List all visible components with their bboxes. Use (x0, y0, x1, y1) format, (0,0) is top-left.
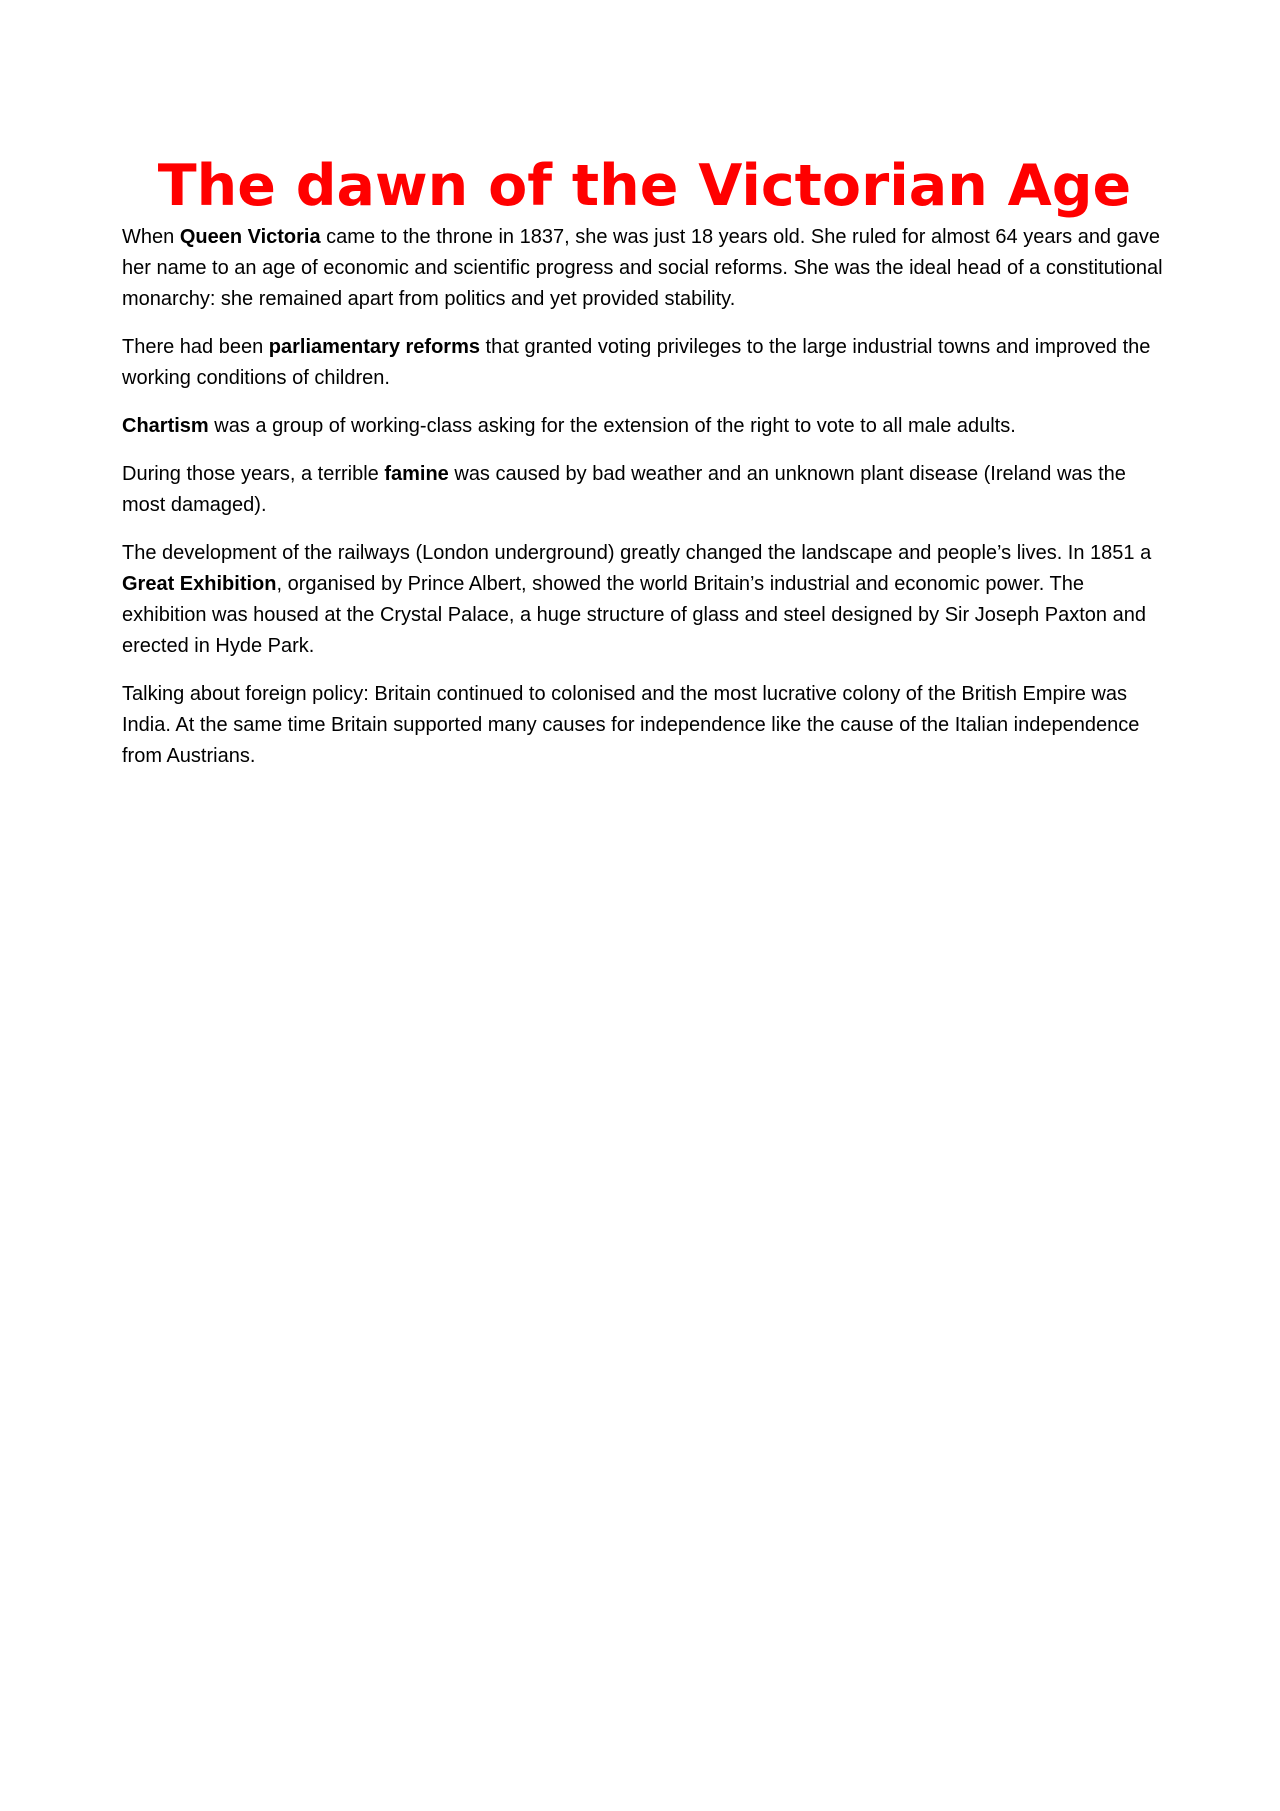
paragraph-text: During those years, a terrible (122, 463, 385, 485)
keyword-chartism: Chartism (122, 415, 209, 437)
paragraph-great-exhibition (122, 538, 1167, 662)
paragraph-foreign-policy (122, 679, 1167, 772)
keyword-queen-victoria: Queen Victoria (179, 226, 321, 248)
keyword-famine: famine (384, 463, 449, 485)
paragraph-text: was a group of working-class asking for the extension of the right to vote to all male adults. (208, 415, 1016, 437)
document-page (122, 150, 1167, 789)
keyword-parliamentary-reforms: parliamentary reforms (268, 336, 480, 358)
paragraph-famine (122, 459, 1167, 521)
paragraph-queen-victoria (122, 222, 1167, 315)
paragraph-text: , organised by Prince Albert, showed the world Britain’s industrial and economic power. The exhibition was housed at the Crystal Palace, a huge structure of glass and steel designed by Sir Joseph Paxton and erected in Hyde Park. (122, 573, 1146, 657)
document-title: The dawn of the Victorian Age (157, 153, 1132, 219)
paragraph-text: was caused by bad weather and an unknown plant disease (Ireland was the most damaged). (122, 463, 1126, 516)
paragraph-parliamentary-reforms (122, 332, 1167, 394)
paragraph-text: The development of the railways (London underground) greatly changed the landscape and people’s lives. In 1851 a (122, 542, 1152, 564)
paragraph-chartism (122, 411, 1167, 442)
keyword-great-exhibition: Great Exhibition (122, 573, 277, 595)
paragraph-text: came to the throne in 1837, she was just 18 years old. She ruled for almost 64 years and gave her name to an age of economic and scientific progress and social reforms. She was the ideal head of a constitutional monarchy: she remained apart from politics and yet provided stability. (122, 226, 1163, 310)
paragraph-text: that granted voting privileges to the large industrial towns and improved the working conditions of children. (122, 336, 1151, 389)
paragraph-text: Talking about foreign policy: Britain continued to colonised and the most lucrative colony of the British Empire was India. At the same time Britain supported many causes for independence like the cause of the Italian independence from Austrians. (122, 683, 1140, 767)
paragraph-text: When (122, 226, 180, 248)
paragraph-text: There had been (122, 336, 269, 358)
